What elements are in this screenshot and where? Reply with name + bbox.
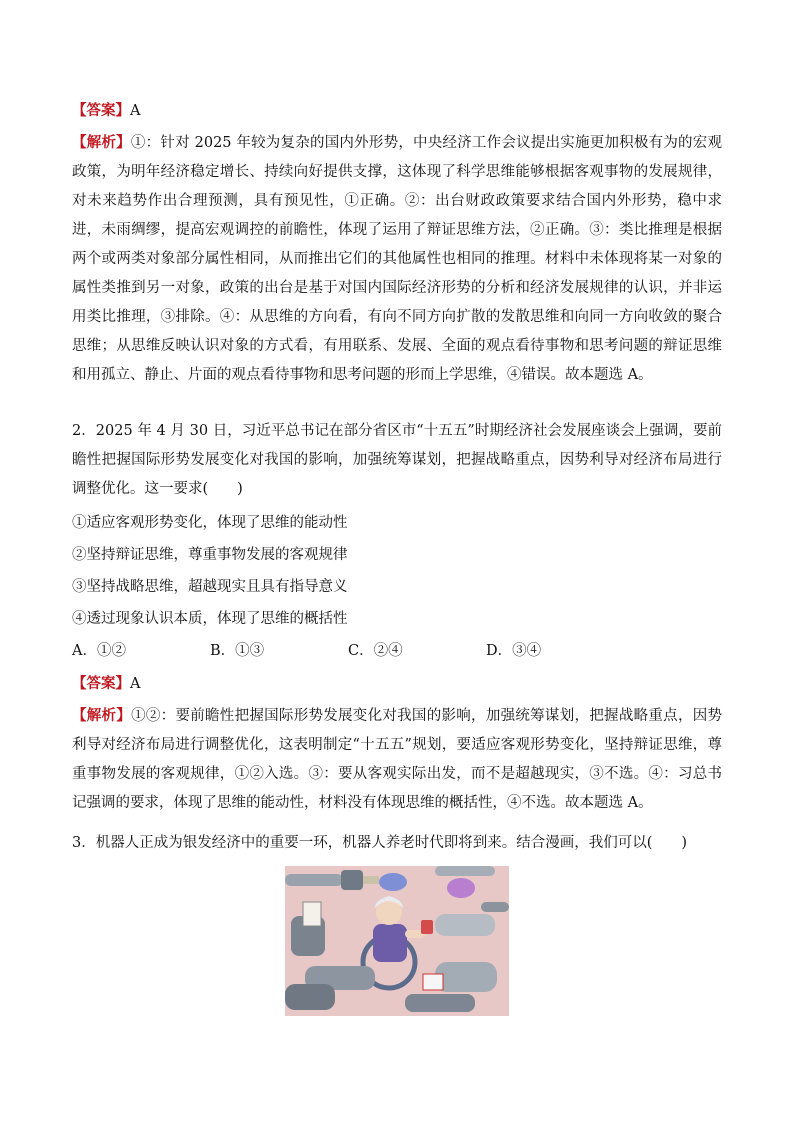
- q2-option-d[interactable]: D．③④: [486, 643, 542, 659]
- q2-option-c[interactable]: C．②④: [348, 643, 403, 659]
- q1-analysis: [72, 128, 722, 390]
- q2-option-a[interactable]: A．①②: [72, 643, 126, 659]
- q2-stem: 2．2025 年 4 月 30 日，习近平总书记在部分省区市“十五五”时期经济社会发展座谈会上强调，要前瞻性把握国际形势发展变化对我国的影响，加强统筹谋划，把握战略重点，因势利导对经济布局进行调整优化。这一要求( ): [72, 423, 722, 497]
- q2-analysis-tag: 【解析】: [72, 707, 132, 724]
- q2-answer-tag: 【答案】: [72, 675, 130, 692]
- q2-statement: ②坚持辩证思维，尊重事物发展的客观规律: [72, 547, 348, 563]
- q2-option-b[interactable]: B．①③: [210, 643, 265, 659]
- q2-options: [72, 637, 722, 666]
- q2-statement: ④透过现象认识本质，体现了思维的概括性: [72, 611, 348, 627]
- q2-answer: [72, 669, 140, 699]
- q1-answer-value: A: [130, 103, 141, 119]
- robot-eldercare-cartoon: [285, 866, 509, 1016]
- q1-analysis-text: ①：针对 2025 年较为复杂的国内外形势，中央经济工作会议提出实施更加积极有为的宏观政策，为明年经济稳定增长、持续向好提供支撑，这体现了科学思维能够根据客观事物的发展规律，对未来趋势作出合理预测，具有预见性，①正确。②：出台财政政策要求结合国内外形势，稳中求进，未雨绸缪，提高宏观调控的前瞻性，体现了运用了辩证思维方法，②正确。③：类比推理是根据两个或两类对象部分属性相同，从而推出它们的其他属性也相同的推理。材料中未体现将某一对象的属性类推到另一对象，政策的出台是基于对国内国际经济形势的分析和经济发展规律的认识，并非运用类比推理，③排除。④：从思维的方向看，有向不同方向扩散的发散思维和向同一方向收敛的聚合思维；从思维反映认识对象的方式看，有用联系、发展、全面的观点看待事物和思考问题的辩证思维和用孤立、静止、片面的观点看待事物和思考问题的形而上学思维，④错误。故本题选 A。: [72, 135, 723, 383]
- q2-analysis-text: ①②：要前瞻性把握国际形势发展变化对我国的影响，加强统筹谋划，把握战略重点，因势利导对经济布局进行调整优化，这表明制定“十五五”规划，要适应客观形势变化，坚持辩证思维，尊重事物发展的客观规律，①②入选。③：要从客观实际出发，而不是超越现实，③不选。④：习总书记强调的要求，体现了思维的能动性，材料没有体现思维的概括性，④不选。故本题选 A。: [72, 708, 723, 811]
- q2-answer-value: A: [130, 676, 141, 692]
- q2-statement: ③坚持战略思维，超越现实且具有指导意义: [72, 579, 348, 595]
- cartoon-illustration: [285, 866, 509, 1016]
- q2-statement: ①适应客观形势变化，体现了思维的能动性: [72, 515, 348, 531]
- q1-analysis-tag: 【解析】: [72, 134, 131, 151]
- q2-analysis: [72, 701, 722, 818]
- q1-answer: [72, 96, 140, 126]
- q1-answer-tag: 【答案】: [72, 102, 130, 119]
- q3-stem: 3．机器人正成为银发经济中的重要一环，机器人养老时代即将到来。结合漫画，我们可以( ): [72, 835, 688, 851]
